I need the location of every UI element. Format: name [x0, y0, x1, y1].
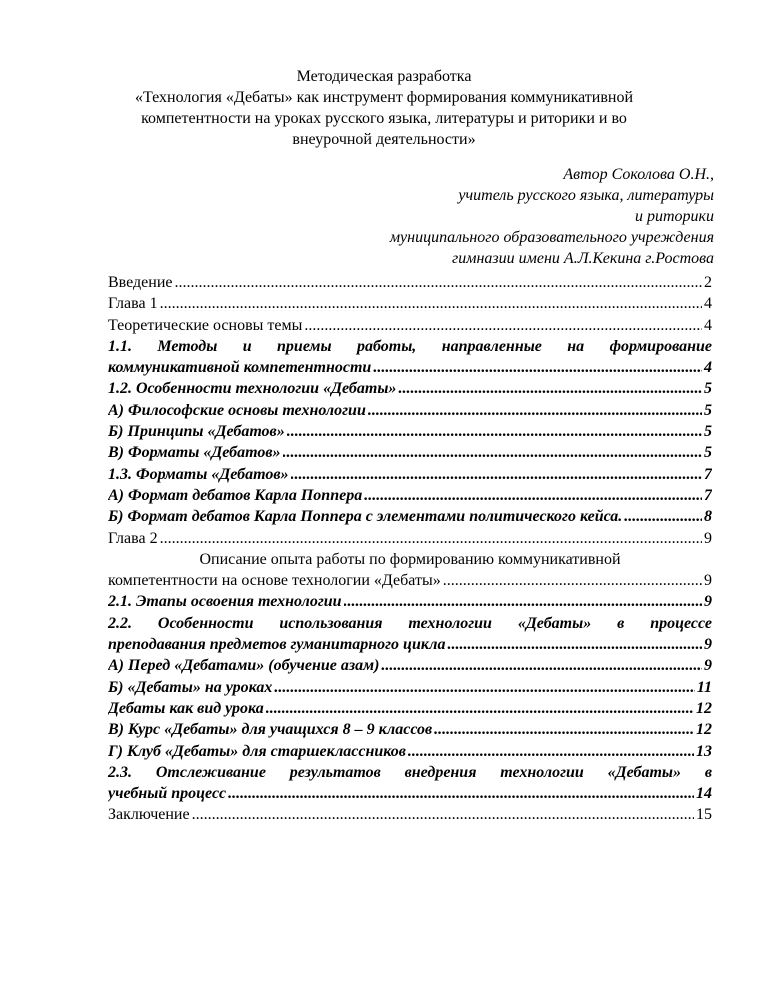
toc-leader	[398, 378, 702, 399]
toc-entry-theory[interactable]	[108, 315, 712, 336]
toc-leader	[160, 293, 702, 314]
toc-leader	[364, 485, 702, 506]
toc-page-number: 9	[704, 593, 712, 611]
toc-leader	[160, 528, 702, 549]
toc-entry-1-2-a[interactable]	[108, 400, 712, 421]
toc-leader	[381, 655, 702, 676]
toc-entry-2-2-line-1[interactable]: 2.2. Особенности использования технологии «Дебаты» в процессе	[108, 614, 712, 632]
toc-entry-2-1[interactable]	[108, 591, 712, 612]
author-line-4: муниципального образовательного учреждения	[389, 229, 714, 246]
toc-page-number: 9	[704, 657, 712, 675]
toc-leader	[373, 357, 702, 378]
toc-entry-text: Введение	[108, 274, 173, 291]
toc-leader	[408, 741, 694, 762]
toc-entry-text: 1.2. Особенности технологии «Дебаты»	[108, 380, 397, 398]
toc-entry-1-2-v[interactable]	[108, 442, 712, 463]
toc-page-number: 5	[704, 444, 712, 462]
toc-leader	[447, 634, 702, 655]
toc-entry-text: Б) Принципы «Дебатов»	[108, 423, 285, 441]
toc-entry-text: Б) Формат дебатов Карла Поппера с элементами политического кейса.	[108, 508, 623, 526]
toc-entry-2-3-line-1[interactable]: 2.3. Отслеживание результатов внедрения технологии «Дебаты» в	[108, 763, 712, 781]
toc-page-number: 12	[696, 699, 712, 717]
toc-entry-text: 2.1. Этапы освоения технологии	[108, 593, 342, 611]
title-line-2: «Технология «Дебаты» как инструмент формирования коммуникативной	[134, 89, 634, 106]
toc-page-number: 5	[704, 401, 712, 419]
toc-leader	[266, 698, 694, 719]
title-line-1: Методическая разработка	[296, 68, 472, 85]
toc-entry-1-2[interactable]	[108, 378, 712, 399]
toc-leader	[443, 570, 702, 591]
toc-entry-text: Г) Клуб «Дебаты» для старшеклассников	[108, 742, 406, 760]
toc-entry-text: А) Философские основы технологии	[108, 401, 366, 419]
toc-leader	[368, 400, 702, 421]
toc-entry-1-1[interactable]	[108, 357, 712, 378]
toc-entry-1-3[interactable]	[108, 464, 712, 485]
toc-page-number: 5	[704, 423, 712, 441]
toc-entry-intro[interactable]	[108, 272, 712, 293]
toc-entry-1-3-b[interactable]	[108, 506, 712, 527]
toc-page-number: 9	[704, 636, 712, 654]
toc-page-number: 13	[696, 742, 712, 760]
toc-entry-1-2-b[interactable]	[108, 421, 712, 442]
toc-page-number: 7	[704, 486, 712, 504]
toc-page-number: 15	[696, 806, 712, 824]
toc-page-number: 14	[696, 785, 712, 803]
toc-page-number: 4	[704, 295, 712, 313]
author-info	[390, 164, 714, 269]
toc-entry-text: Глава 1	[108, 295, 158, 313]
toc-entry-text: коммуникативной компетентности	[108, 359, 372, 377]
author-line-2: учитель русского языка, литературы	[458, 187, 714, 204]
toc-page-number: 5	[704, 380, 712, 398]
toc-entry-1-1-line-1[interactable]: 1.1. Методы и приемы работы, направленные на формирование	[108, 337, 712, 355]
author-line-3: и риторики	[634, 208, 714, 225]
toc-leader	[274, 677, 695, 698]
toc-entry-text: А) Перед «Дебатами» (обучение азам)	[108, 657, 380, 675]
toc-entry-2-2-v[interactable]	[108, 719, 712, 740]
toc-entry-chapter-1[interactable]	[108, 293, 712, 314]
toc-page-number: 9	[704, 529, 712, 547]
toc-leader	[192, 804, 694, 825]
toc-entry-text: Глава 2	[108, 529, 158, 547]
toc-page-number: 9	[704, 572, 712, 590]
title-line-4: внеурочной деятельности»	[292, 131, 476, 148]
toc-entry-description[interactable]	[108, 570, 712, 591]
document-title	[0, 66, 768, 150]
toc-entry-2-3[interactable]	[108, 783, 712, 804]
toc-entry-text: Заключение	[108, 806, 190, 824]
toc-entry-2-2-b[interactable]	[108, 677, 712, 698]
toc-entry-text: преподавания предметов гуманитарного цикла	[108, 636, 446, 654]
author-line-1: Автор Соколова О.Н.,	[563, 166, 714, 183]
toc-page-number: 4	[704, 316, 712, 334]
toc-entry-2-2-g[interactable]	[108, 741, 712, 762]
toc-entry-text: В) Форматы «Дебатов»	[108, 444, 281, 462]
toc-entry-text: компетентности на основе технологии «Дебаты»	[108, 572, 441, 590]
toc-leader	[434, 719, 694, 740]
toc-leader	[283, 442, 703, 463]
toc-entry-text: Дебаты как вид урока	[108, 699, 264, 717]
toc-entry-1-3-a[interactable]	[108, 485, 712, 506]
toc-page-number: 7	[704, 465, 712, 483]
toc-page-number: 12	[696, 721, 712, 739]
toc-entry-text: Теоретические основы темы	[108, 316, 303, 334]
toc-entry-text: Б) «Дебаты» на уроках	[108, 678, 273, 696]
toc-entry-text: В) Курс «Дебаты» для учащихся 8 – 9 классов	[108, 721, 433, 739]
author-line-5: гимназии имени А.Л.Кекина г.Ростова	[452, 250, 714, 267]
toc-entry-lesson[interactable]	[108, 698, 712, 719]
toc-leader	[228, 783, 694, 804]
toc-entry-text: 1.3. Форматы «Дебатов»	[108, 465, 289, 483]
toc-leader	[291, 464, 703, 485]
toc-leader	[304, 315, 702, 336]
toc-entry-chapter-2[interactable]	[108, 528, 712, 549]
toc-page-number: 8	[704, 508, 712, 526]
toc-entry-text: учебный процесс	[108, 785, 227, 803]
toc-page-number: 2	[704, 274, 712, 291]
toc-leader	[624, 506, 702, 527]
toc-entry-description-line-1[interactable]: Описание опыта работы по формированию коммуникативной	[199, 550, 621, 568]
toc-page-number: 11	[696, 678, 712, 696]
table-of-contents	[108, 272, 712, 826]
toc-entry-2-2[interactable]	[108, 634, 712, 655]
toc-leader	[287, 421, 702, 442]
toc-page-number: 4	[704, 359, 712, 377]
toc-entry-2-2-a[interactable]	[108, 655, 712, 676]
toc-entry-conclusion[interactable]	[108, 804, 712, 825]
toc-leader	[344, 591, 702, 612]
toc-leader	[175, 272, 703, 293]
title-line-3: компетентности на уроках русского языка, литературы и риторики и во	[141, 110, 627, 127]
toc-entry-text: А) Формат дебатов Карла Поппера	[108, 486, 363, 504]
